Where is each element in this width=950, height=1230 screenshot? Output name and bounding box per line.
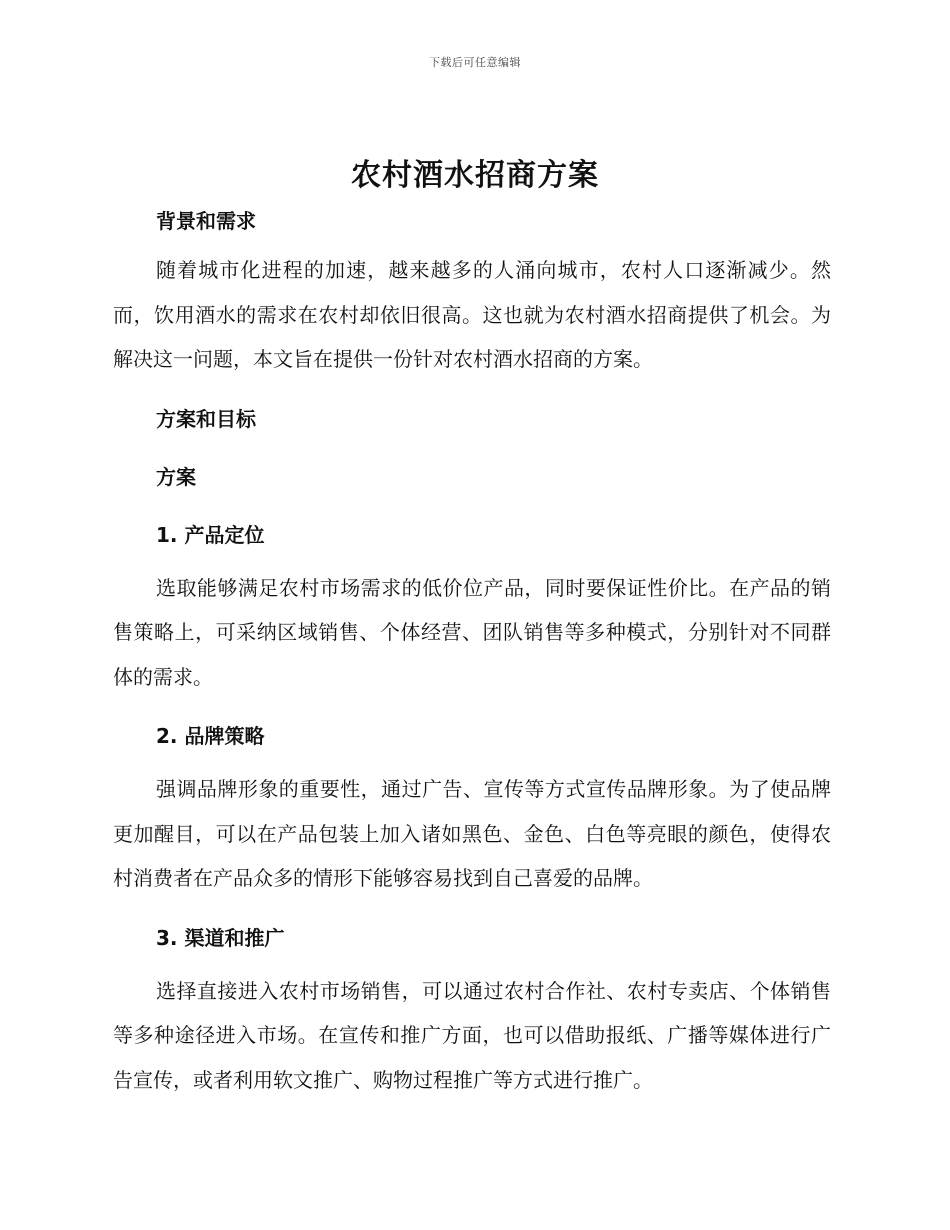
header-note: 下载后可任意编辑 bbox=[429, 56, 521, 69]
document-body bbox=[113, 200, 831, 1102]
paragraph-brand-strategy: 强调品牌形象的重要性，通过广告、宣传等方式宣传品牌形象。为了使品牌更加醒目，可以在产品包装上加入诸如黑色、金色、白色等亮眼的颜色，使得农村消费者在产品众多的情形下能够容易找到自己喜爱的品牌。 bbox=[113, 777, 831, 890]
paragraph-channel-promotion: 选择直接进入农村市场销售，可以通过农村合作社、农村专卖店、个体销售等多种途径进入市场。在宣传和推广方面，也可以借助报纸、广播等媒体进行广告宣传，或者利用软文推广、购物过程推广等方式进行推广。 bbox=[113, 978, 831, 1092]
document-title: 农村酒水招商方案 bbox=[351, 158, 599, 193]
section-heading-plan-and-goal: 方案和目标 bbox=[156, 406, 256, 431]
subsection-heading-plan: 方案 bbox=[156, 464, 196, 489]
subsection-heading-product-positioning: 1. 产品定位 bbox=[156, 522, 265, 547]
section-heading-background: 背景和需求 bbox=[156, 209, 256, 233]
paragraph-product-positioning: 选取能够满足农村市场需求的低价位产品，同时要保证性价比。在产品的销售策略上，可采纳区域销售、个体经营、团队销售等多种模式，分别针对不同群体的需求。 bbox=[113, 575, 831, 689]
subsection-heading-brand-strategy: 2. 品牌策略 bbox=[156, 724, 265, 748]
subsection-heading-channel-promotion: 3. 渠道和推广 bbox=[156, 925, 285, 950]
paragraph-background: 随着城市化进程的加速，越来越多的人涌向城市，农村人口逐渐减少。然而，饮用酒水的需求在农村却依旧很高。这也就为农村酒水招商提供了机会。为解决这一问题，本文旨在提供一份针对农村酒水招商的方案。 bbox=[113, 258, 831, 371]
